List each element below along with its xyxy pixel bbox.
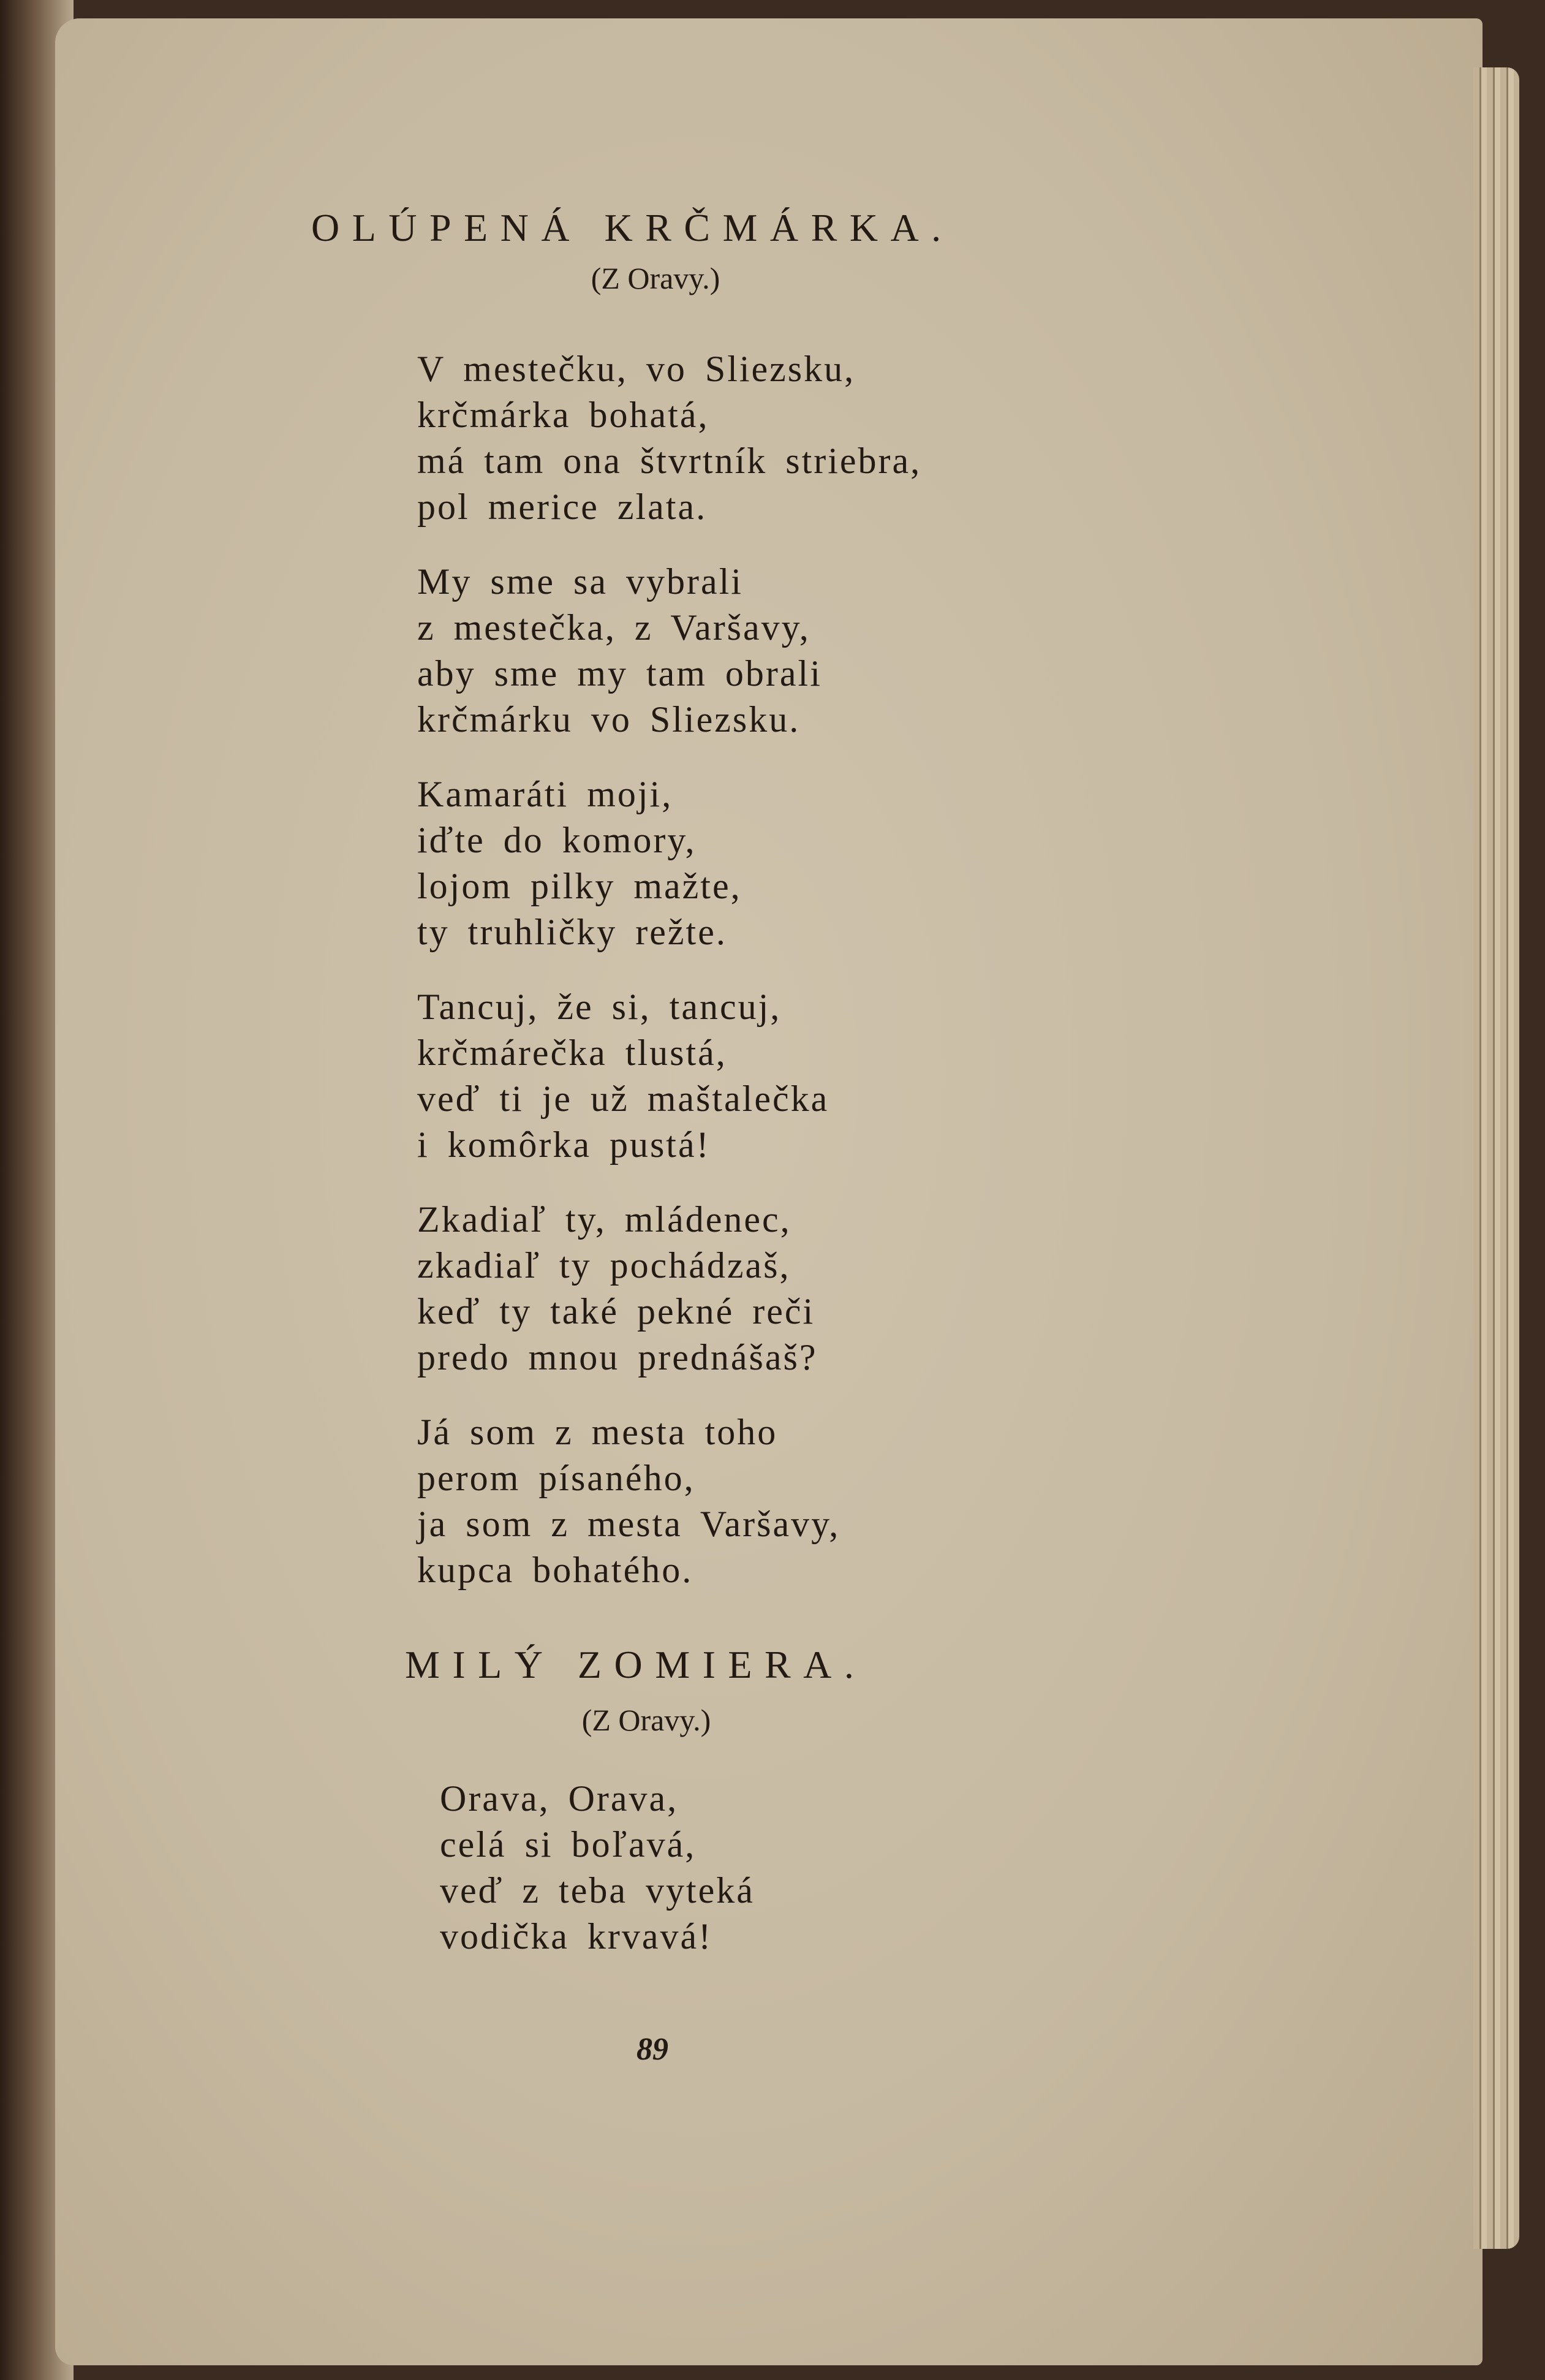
verse-line: celá si boľavá,: [440, 1824, 697, 1865]
verse-line: V mestečku, vo Sliezsku,: [417, 349, 856, 389]
verse-line: ja som z mesta Varšavy,: [417, 1504, 840, 1544]
stanza: [417, 1197, 817, 1381]
stanza: [440, 1776, 755, 1960]
verse-line: ty truhličky režte.: [417, 912, 727, 952]
poem-title: OLÚPENÁ KRČMÁRKA.: [311, 206, 954, 249]
verse-line: kupca bohatého.: [417, 1550, 693, 1590]
verse-line: z mestečka, z Varšavy,: [417, 607, 810, 648]
verse-line: vodička krvavá!: [440, 1916, 713, 1957]
verse-line: keď ty také pekné reči: [417, 1291, 815, 1332]
verse-line: Orava, Orava,: [440, 1778, 679, 1819]
stanza: [417, 771, 742, 955]
verse-line: lojom pilky mažte,: [417, 866, 742, 906]
poem-subtitle: (Z Oravy.): [581, 1703, 711, 1737]
verse-line: perom písaného,: [417, 1458, 695, 1498]
verse-line: veď ti je už maštalečka: [417, 1078, 829, 1119]
verse-line: Já som z mesta toho: [417, 1412, 778, 1452]
page-edges: [1473, 67, 1519, 2249]
verse-line: Zkadiaľ ty, mládenec,: [417, 1199, 791, 1240]
verse-line: zkadiaľ ty pochádzaš,: [417, 1245, 791, 1286]
page-number: 89: [637, 2032, 668, 2067]
poem-subtitle: (Z Oravy.): [591, 261, 720, 295]
verse-line: má tam ona štvrtník striebra,: [417, 441, 922, 481]
poem-title: MILÝ ZOMIERA.: [405, 1643, 867, 1686]
verse-line: pol merice zlata.: [417, 487, 708, 527]
verse-line: veď z teba vyteká: [440, 1870, 755, 1911]
verse-line: i komôrka pustá!: [417, 1124, 711, 1165]
stanza: [417, 1409, 840, 1593]
verse-line: krčmárečka tlustá,: [417, 1033, 727, 1073]
verse-line: My sme sa vybrali: [417, 561, 743, 602]
verse-line: krčmárka bohatá,: [417, 395, 709, 435]
stanza: [417, 346, 921, 530]
verse-line: predo mnou prednášaš?: [417, 1337, 818, 1378]
stanza: [417, 559, 822, 743]
stanza: [417, 984, 829, 1168]
verse-line: aby sme my tam obrali: [417, 653, 822, 694]
verse-line: Kamaráti moji,: [417, 774, 673, 814]
verse-line: iďte do komory,: [417, 820, 697, 860]
verse-line: Tancuj, že si, tancuj,: [417, 987, 782, 1027]
verse-line: krčmárku vo Sliezsku.: [417, 699, 801, 740]
